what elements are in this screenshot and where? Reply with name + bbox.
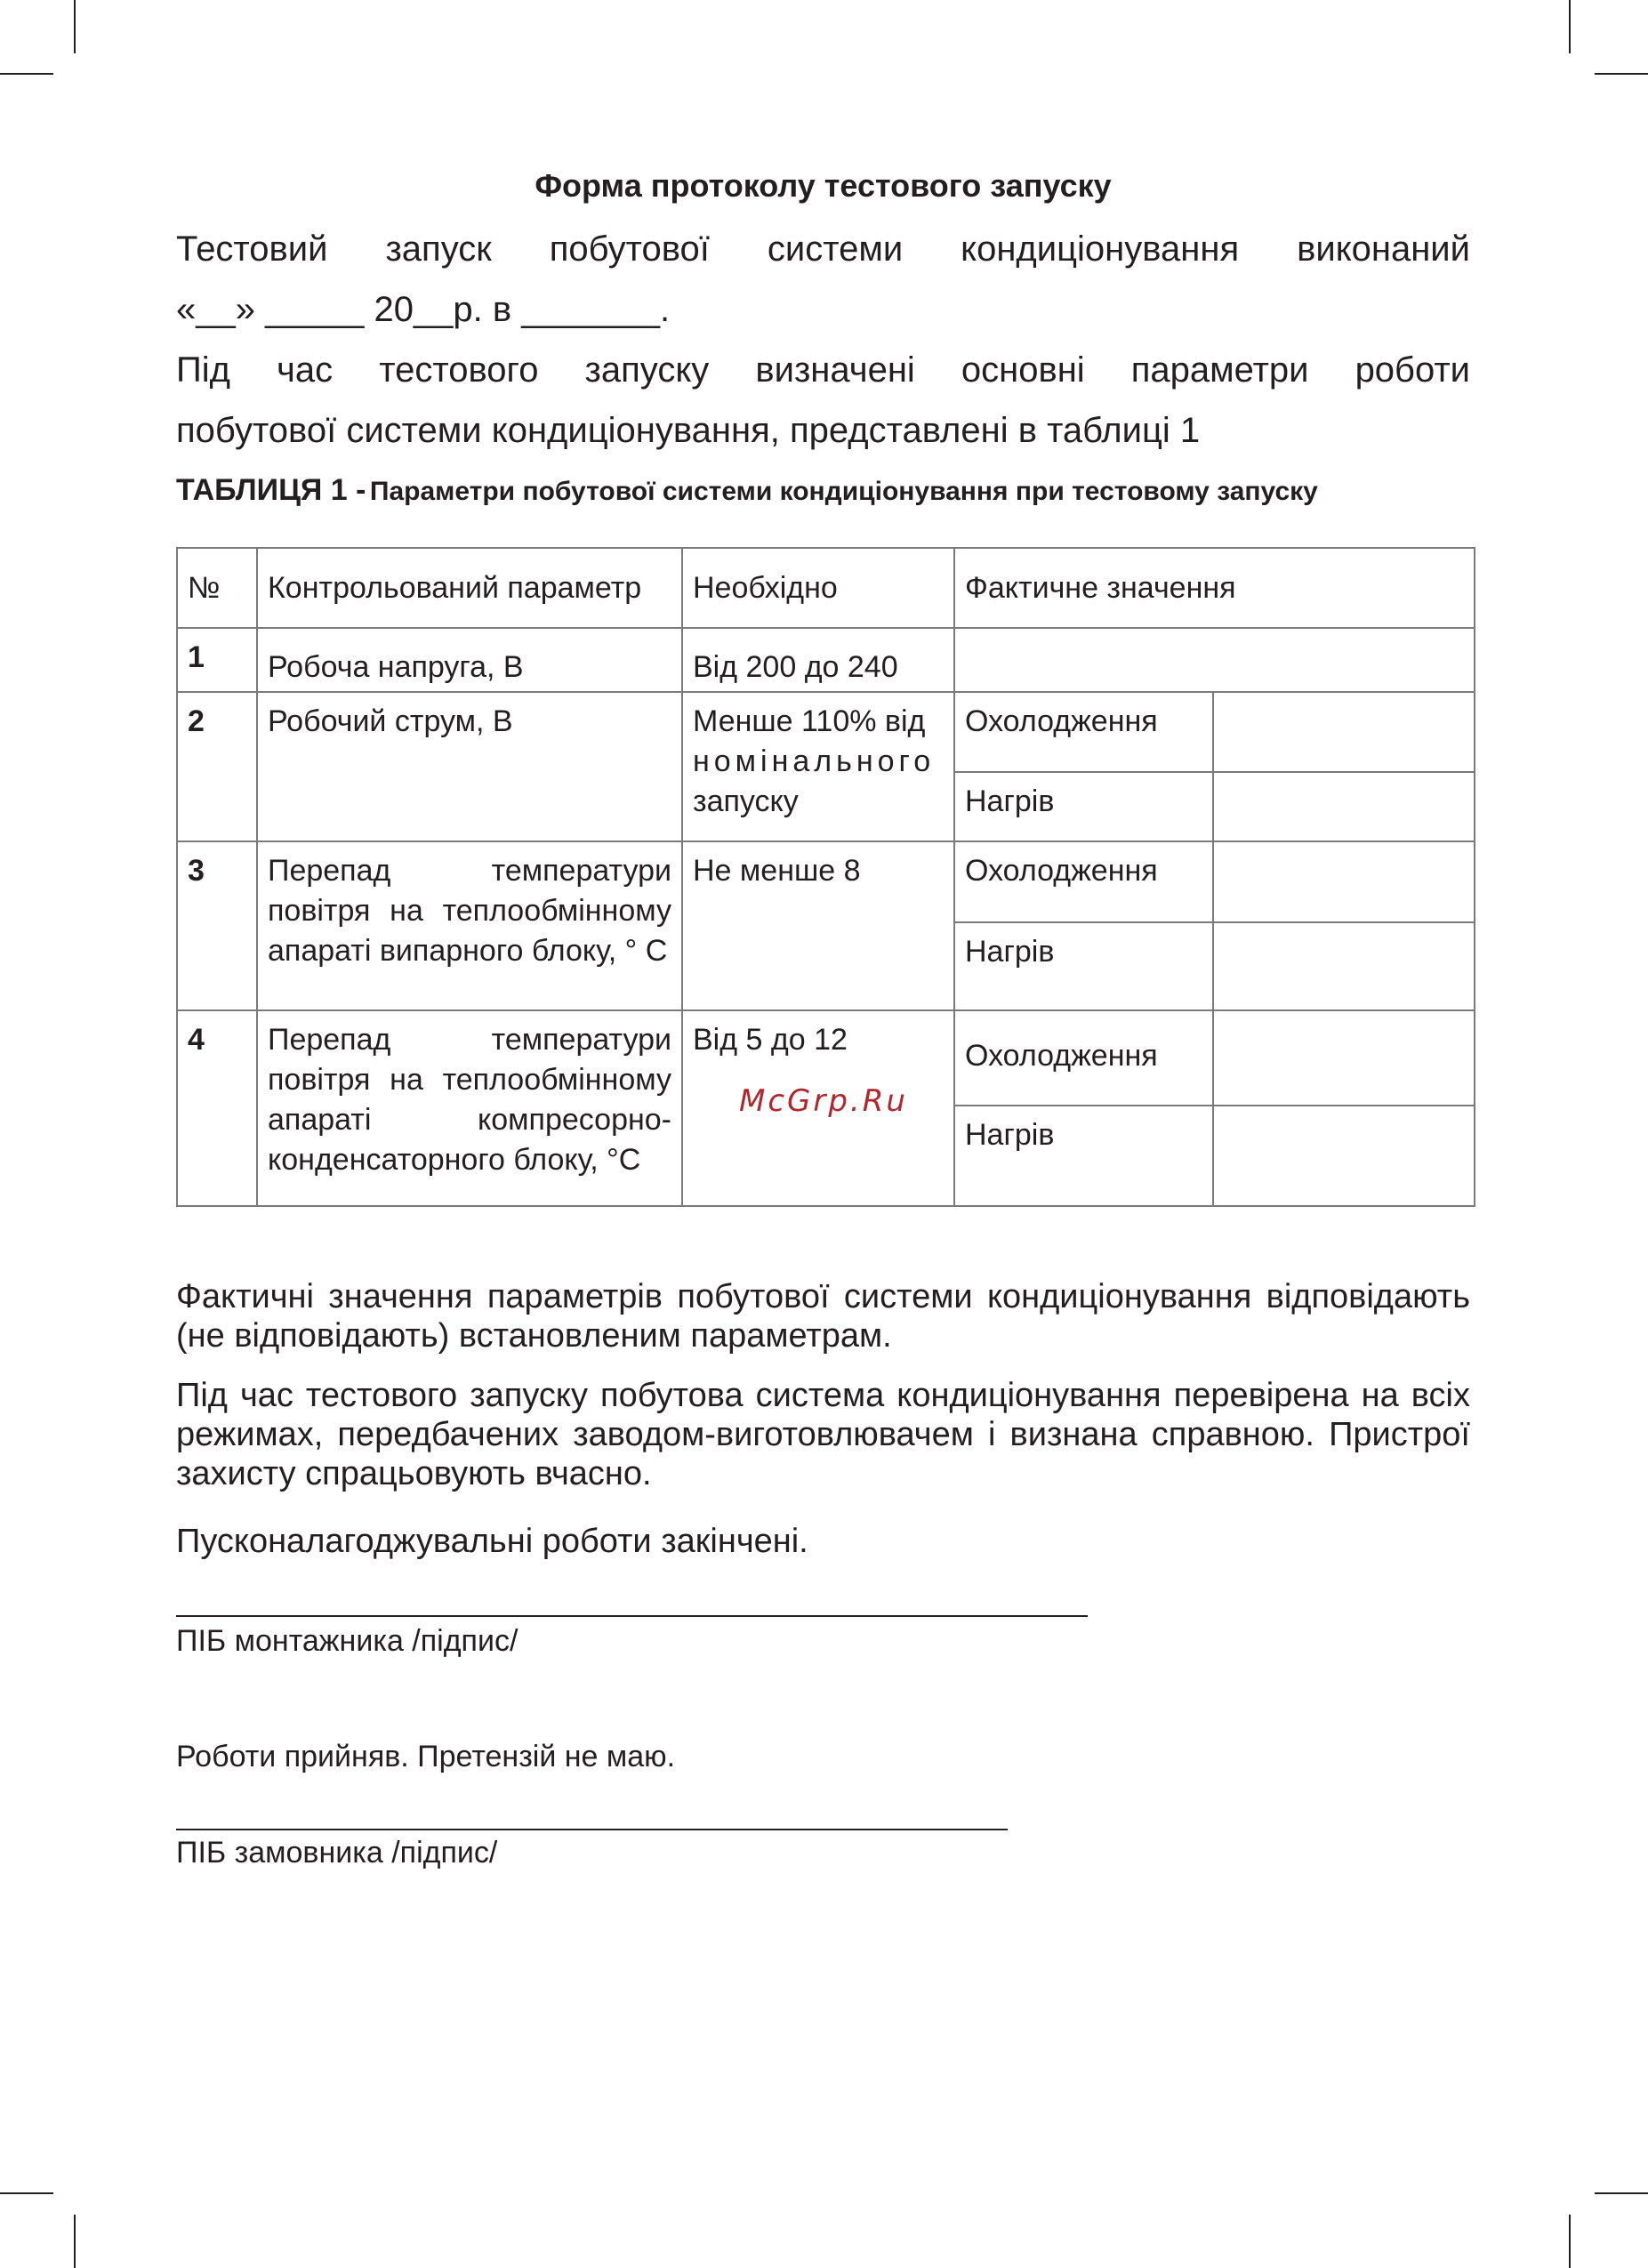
row-number: 4 [177, 1010, 257, 1206]
row-number: 3 [177, 841, 257, 1010]
table-caption-text: Параметри побутової системи кондиціонування при тестовому запуску [369, 477, 1318, 506]
row-parameter: Робочий струм, В [257, 692, 682, 841]
accepted-statement: Роботи прийняв. Претензій не маю. [176, 1740, 676, 1773]
row-required-line: Менше 110% від [693, 704, 926, 738]
parameters-table [176, 547, 1475, 1207]
mode-cooling-label: Охолодження [954, 1010, 1213, 1106]
row-required-text: Від 5 до 12 [693, 1023, 848, 1057]
conclusion-compliance: Фактичні значення параметрів побутової системи кондиціонування відповідають (не відповідають) встановленим параметрам. [176, 1278, 1470, 1355]
row-actual-value-field[interactable] [954, 628, 1475, 692]
intro-line-1: Тестовий запуск побутової системи кондиціонування виконаний [176, 229, 1470, 269]
row-required-line: номінального [693, 744, 936, 778]
crop-mark [74, 2215, 76, 2268]
row-required-line: запуску [693, 784, 799, 818]
crop-mark [1569, 2215, 1571, 2268]
row-required: Не менше 8 [682, 841, 954, 1010]
table-caption-lead: ТАБЛИЦЯ 1 - [176, 473, 366, 507]
mode-cooling-label: Охолодження [954, 692, 1213, 772]
page-title: Форма протоколу тестового запуску [535, 167, 1112, 204]
row-number: 1 [177, 628, 257, 692]
table-row [177, 628, 1475, 692]
header-parameter: Контрольований параметр [257, 548, 682, 628]
installer-signature-line[interactable] [176, 1615, 1088, 1617]
row-parameter: Робоча напруга, В [257, 628, 682, 692]
row-required [682, 1010, 954, 1206]
table-row [177, 1010, 1475, 1106]
conclusion-commissioning: Пусконалагоджувальні роботи закінчені. [176, 1523, 808, 1560]
row-required [682, 692, 954, 841]
installer-signature-label: ПІБ монтажника /підпис/ [176, 1624, 519, 1658]
crop-mark [1569, 0, 1571, 53]
header-required: Необхідно [682, 548, 954, 628]
row-required: Від 200 до 240 [682, 628, 954, 692]
watermark-text: McGrp.Ru [739, 1083, 908, 1119]
intro-para2-line-2: побутової системи кондиціонування, представлені в таблиці 1 [176, 411, 1201, 450]
customer-signature-label: ПІБ замовника /підпис/ [176, 1836, 498, 1870]
mode-heating-value-field[interactable] [1213, 772, 1475, 841]
crop-mark [1595, 2192, 1648, 2194]
header-number: № [177, 548, 257, 628]
crop-mark [1595, 73, 1648, 75]
table-row [177, 692, 1475, 772]
conclusion-test-result: Під час тестового запуску побутова система кондиціонування перевірена на всіх режимах, передбачених заводом-виготовлювачем і визнана справною. Пристрої захисту спрацьовують вчасно. [176, 1377, 1470, 1492]
row-number: 2 [177, 692, 257, 841]
table-header-row [177, 548, 1475, 628]
mode-cooling-value-field[interactable] [1213, 1010, 1475, 1106]
crop-mark [74, 0, 76, 53]
mode-heating-label: Нагрів [954, 1106, 1213, 1206]
mode-cooling-label: Охолодження [954, 841, 1213, 922]
intro-para2-line-1: Під час тестового запуску визначені основні параметри роботи [176, 350, 1470, 390]
mode-heating-label: Нагрів [954, 922, 1213, 1010]
row-parameter: Перепад температури повітря на теплообмінному апараті випарного блоку, ° С [257, 841, 682, 1010]
crop-mark [0, 73, 53, 75]
mode-heating-value-field[interactable] [1213, 1106, 1475, 1206]
table-caption [176, 473, 1470, 508]
mode-cooling-value-field[interactable] [1213, 692, 1475, 772]
table-row [177, 841, 1475, 922]
crop-mark [0, 2192, 53, 2194]
customer-signature-line[interactable] [176, 1829, 1008, 1830]
row-parameter: Перепад температури повітря на теплообмінному апараті компресорно-конденсаторного блоку, °С [257, 1010, 682, 1206]
mode-heating-value-field[interactable] [1213, 922, 1475, 1010]
intro-line-2: «__» _____ 20__р. в _______. [176, 290, 671, 329]
header-actual-value: Фактичне значення [954, 548, 1475, 628]
mode-heating-label: Нагрів [954, 772, 1213, 841]
mode-cooling-value-field[interactable] [1213, 841, 1475, 922]
